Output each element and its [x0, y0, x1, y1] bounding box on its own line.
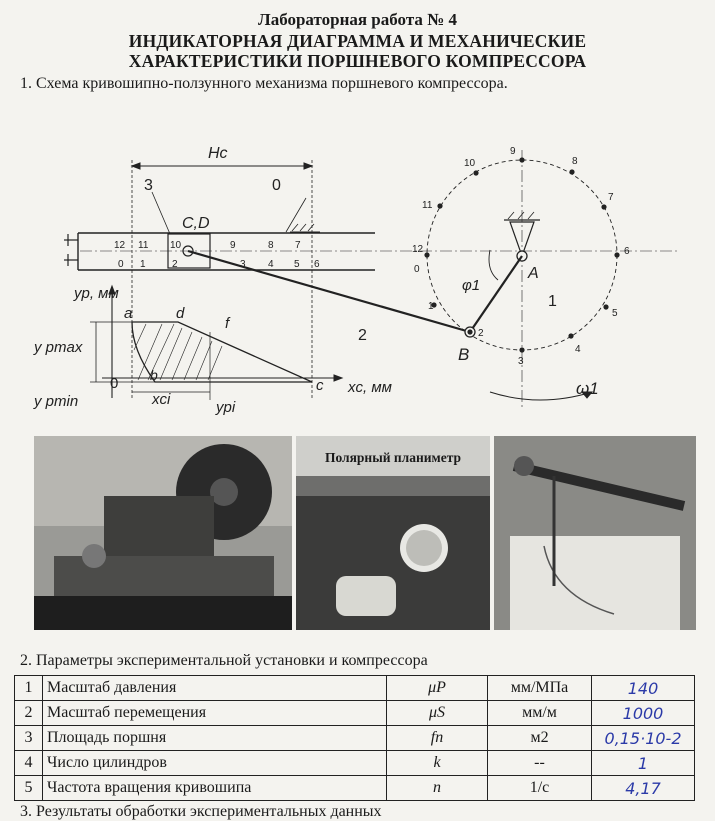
xc-axis-label: xc, мм: [348, 379, 392, 396]
yp-axis-label: yp, мм: [74, 285, 119, 302]
param-name: Число цилиндров: [43, 751, 387, 776]
angle-phi-label: φ1: [462, 277, 481, 294]
param-symbol: fп: [387, 726, 488, 751]
cyl-pos-label: 2: [172, 259, 178, 270]
point-a-diagram: a: [124, 305, 133, 322]
part-3-label: 3: [144, 177, 153, 194]
table-row: [15, 676, 695, 701]
cyl-pos-label: 12: [114, 240, 126, 251]
table-row: [15, 751, 695, 776]
part-1-label: 1: [548, 293, 557, 310]
point-f-diagram: f: [225, 315, 230, 332]
mechanism-scheme: [20, 130, 700, 435]
param-value[interactable]: 4,17: [592, 776, 695, 801]
cyl-pos-label: 11: [138, 240, 149, 251]
ypmax-label: y pmax: [34, 339, 83, 356]
planimeter-caption: Полярный планиметр: [324, 450, 462, 465]
part-0-label: 0: [272, 177, 281, 194]
circle-pos-label: 3: [518, 356, 524, 367]
row-number: 4: [15, 751, 43, 776]
cyl-pos-label: 6: [314, 259, 320, 270]
section1-heading: 1. Схема кривошипно-ползунного механизма поршневого компрессора.: [20, 75, 508, 92]
cyl-pos-label: 10: [170, 240, 182, 251]
param-name: Площадь поршня: [43, 726, 387, 751]
param-symbol: μP: [387, 676, 488, 701]
row-number: 3: [15, 726, 43, 751]
ypmin-label: y pmin: [34, 393, 79, 410]
param-symbol: k: [387, 751, 488, 776]
circle-pos-label: 7: [608, 192, 614, 203]
compressor-photo: [34, 436, 292, 630]
circle-pos-label: 9: [510, 146, 516, 157]
page-title-line1: ИНДИКАТОРНАЯ ДИАГРАММА И МЕХАНИЧЕСКИЕ: [128, 31, 587, 51]
section2-heading: 2. Параметры экспериментальной установки и компрессора: [20, 652, 428, 669]
row-number: 1: [15, 676, 43, 701]
cyl-pos-label: 9: [230, 240, 236, 251]
param-value[interactable]: 0,15·10-2: [592, 726, 695, 751]
cyl-pos-label: 4: [268, 259, 274, 270]
point-d-diagram: d: [176, 305, 185, 322]
point-b-diagram: b: [150, 367, 158, 383]
circle-pos-label: 11: [422, 200, 433, 211]
param-unit: мм/м: [488, 701, 592, 726]
param-symbol: μS: [387, 701, 488, 726]
circle-pos-label: 12: [412, 244, 424, 255]
param-name: Масштаб давления: [43, 676, 387, 701]
point-b-label: B: [458, 345, 470, 364]
row-number: 5: [15, 776, 43, 801]
row-number: 2: [15, 701, 43, 726]
table-row: [15, 701, 695, 726]
cyl-pos-label: 1: [140, 259, 146, 270]
circle-pos-label: 10: [464, 158, 476, 169]
lab-title: Лабораторная работа № 4: [258, 10, 457, 29]
param-name: Частота вращения кривошипа: [43, 776, 387, 801]
cyl-pos-label: 8: [268, 240, 274, 251]
cyl-pos-label: 0: [118, 259, 124, 270]
param-symbol: n: [387, 776, 488, 801]
param-value[interactable]: 1000: [592, 701, 695, 726]
circle-pos-label: 2: [478, 328, 484, 339]
cyl-pos-label: 5: [294, 259, 300, 270]
planimeter-diagram-photo: [494, 436, 696, 630]
cyl-pos-label: 3: [240, 259, 246, 270]
param-unit: мм/МПа: [488, 676, 592, 701]
table-row: [15, 776, 695, 801]
stroke-label: Hc: [208, 145, 228, 162]
param-name: Масштаб перемещения: [43, 701, 387, 726]
param-value[interactable]: 1: [592, 751, 695, 776]
circle-pos-label: 5: [612, 308, 618, 319]
circle-pos-label: 1: [428, 301, 434, 312]
point-cd-label: C,D: [182, 215, 210, 232]
circle-pos-label: 6: [624, 246, 630, 257]
table-row: [15, 726, 695, 751]
param-unit: --: [488, 751, 592, 776]
part-2-label: 2: [358, 327, 367, 344]
circle-pos-label: 4: [575, 344, 581, 355]
point-a-label: A: [528, 265, 539, 282]
ypi-label: ypi: [216, 399, 236, 416]
circle-pos-label: 8: [572, 156, 578, 167]
section3-heading: 3. Результаты обработки экспериментальных данных: [20, 803, 382, 820]
param-unit: 1/с: [488, 776, 592, 801]
param-value[interactable]: 140: [592, 676, 695, 701]
omega-label: ω1: [576, 379, 599, 398]
point-c-diagram: c: [316, 377, 324, 394]
param-unit: м2: [488, 726, 592, 751]
cyl-pos-label: 7: [295, 240, 301, 251]
diagram-origin: 0: [110, 375, 119, 392]
page-title-line2: ХАРАКТЕРИСТИКИ ПОРШНЕВОГО КОМПРЕССОРА: [128, 51, 587, 71]
parameters-table: [14, 675, 695, 801]
circle-pos-label: 0: [414, 264, 420, 275]
xci-label: xci: [152, 391, 171, 408]
